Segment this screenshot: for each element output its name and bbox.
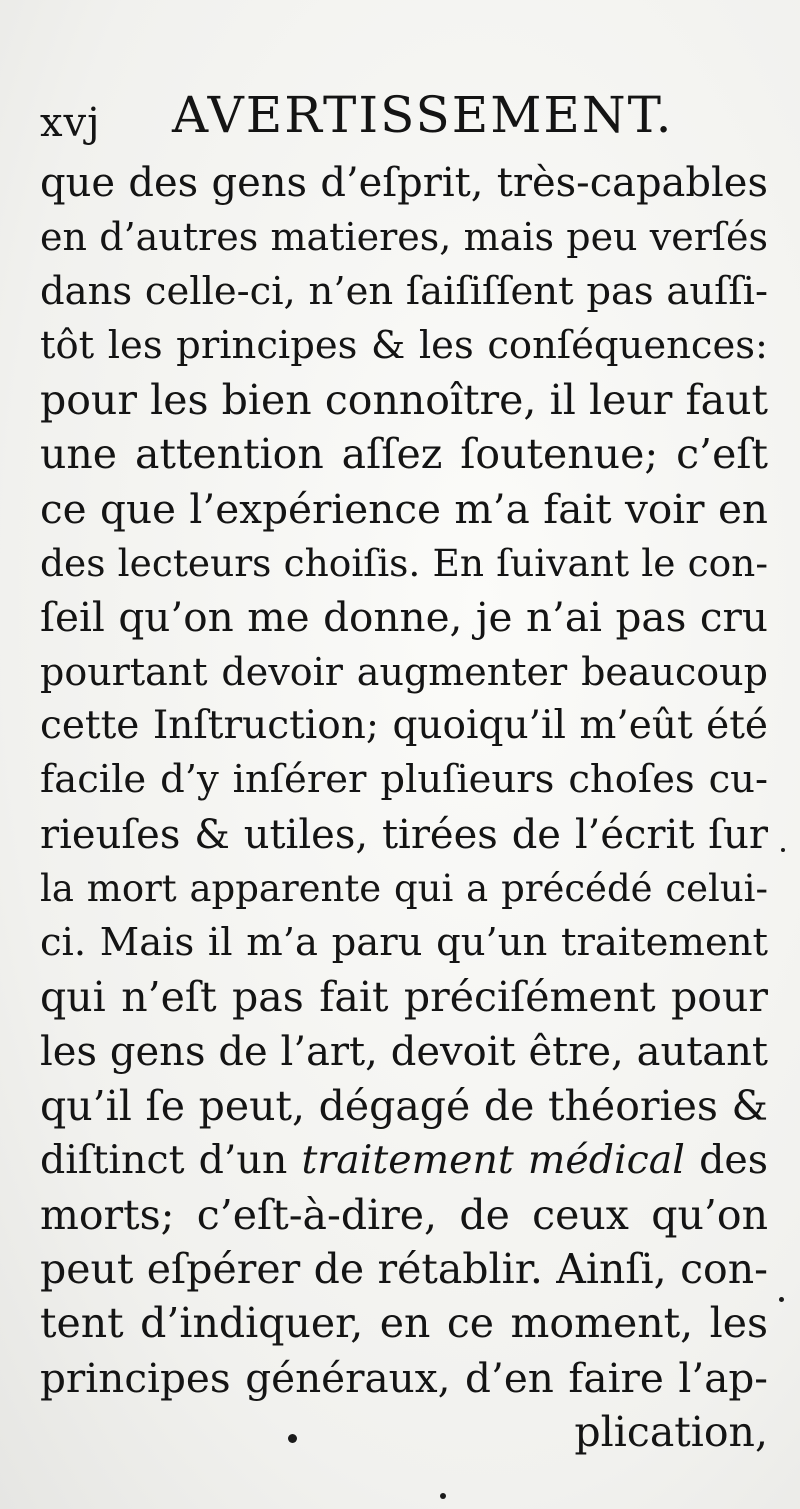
text-line: peut eſpérer de rétablir. Ainſi, con- xyxy=(40,1244,768,1293)
page-header xyxy=(40,86,780,146)
ink-speck xyxy=(781,848,785,852)
ink-speck xyxy=(779,1297,784,1302)
text-line: tent d’indiquer, en ce moment, les xyxy=(40,1299,768,1348)
text-line: qui n’eſt pas fait préciſément pour xyxy=(40,973,768,1022)
page-number: xvj xyxy=(40,100,101,146)
text-line: ce que l’expérience m’a fait voir en xyxy=(40,484,768,533)
text-line: que des gens d’eſprit, très-capables xyxy=(40,160,768,206)
text-line: facile d’y inſérer pluſieurs choſes cu- xyxy=(40,757,768,803)
text-line: dans celle-ci, n’en ſaiſiſſent pas auſſi- xyxy=(40,268,768,314)
text-segment: des xyxy=(684,1137,768,1184)
text-line: la mort apparente qui a précédé celui- xyxy=(40,866,768,910)
text-line: principes généraux, d’en faire l’ap- xyxy=(40,1353,768,1402)
text-line: qu’il ſe peut, dégagé de théories & xyxy=(40,1082,768,1131)
text-segment: diſtinct d’un xyxy=(40,1137,302,1184)
text-line: ſeil qu’on me donne, je n’ai pas cru xyxy=(40,593,768,642)
italic-phrase: traitement médical xyxy=(301,1137,685,1184)
text-line: les gens de l’art, devoit être, autant xyxy=(40,1028,768,1075)
text-line: tôt les principes & les conſéquences: xyxy=(40,322,768,368)
text-line: cette Inſtruction; quoiqu’il m’eût été xyxy=(40,702,768,748)
body-text xyxy=(40,156,768,1459)
text-line: en d’autres matieres, mais peu verſés xyxy=(40,215,768,260)
catchword: plication, xyxy=(574,1407,768,1456)
text-line: pourtant devoir augmenter beaucoup xyxy=(40,649,768,694)
text-line-with-italic xyxy=(40,1133,768,1187)
running-title: AVERTISSEMENT. xyxy=(172,86,674,144)
text-line: ci. Mais il m’a paru qu’un traitement xyxy=(40,920,768,966)
text-line: morts; c’eſt-à-dire, de ceux qu’on xyxy=(40,1190,768,1239)
ink-speck xyxy=(288,1434,297,1443)
text-line: des lecteurs choiſis. En ſuivant le con- xyxy=(40,541,768,586)
ink-speck xyxy=(440,1493,446,1499)
text-line: rieuſes & utiles, tirées de l’écrit ſur xyxy=(40,811,768,858)
text-line: une attention aſſez ſoutenue; c’eſt xyxy=(40,430,768,479)
text-line: pour les bien connoître, il leur faut xyxy=(40,376,768,425)
